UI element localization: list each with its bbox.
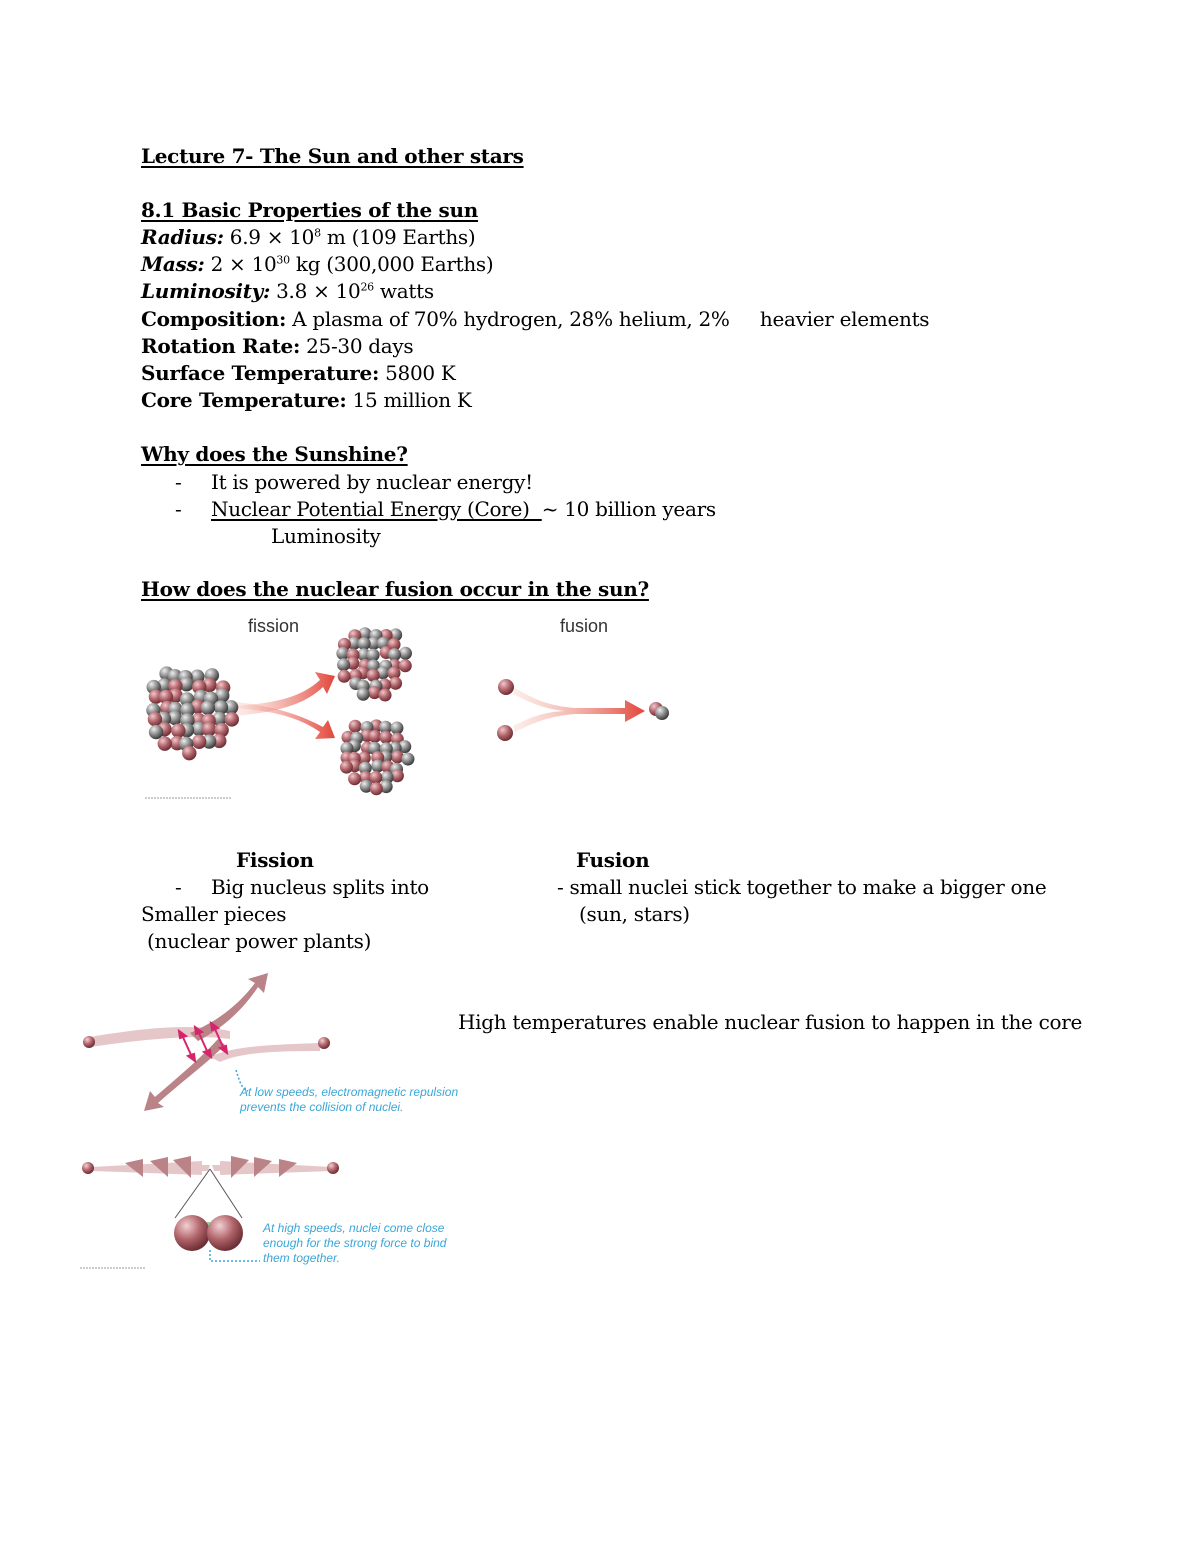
high-temperature-statement: High temperatures enable nuclear fusion to happen in the core xyxy=(458,1010,1083,1034)
luminosity-value: 3.8 × 10 xyxy=(270,279,361,303)
mass-exponent: 30 xyxy=(276,253,290,267)
surface-temp-value: 5800 K xyxy=(379,361,456,385)
low-speed-diagram xyxy=(83,973,458,1114)
fission-desc-2: Smaller pieces xyxy=(141,902,287,926)
page-title: Lecture 7- The Sun and other stars xyxy=(141,144,524,168)
radius-label: Radius: xyxy=(141,225,224,249)
radius-value: 6.9 × 10 xyxy=(223,225,315,249)
lifetime-numerator: Nuclear Potential Energy (Core) xyxy=(211,497,542,521)
fusion-desc-1: - small nuclei stick together to make a bigger one xyxy=(557,875,1047,899)
fragment-nucleus-bottom xyxy=(340,719,415,795)
composition-value: A plasma of 70% hydrogen, 28% helium, 2% heavier elements xyxy=(286,307,930,331)
section-heading-why: Why does the Sunshine? xyxy=(141,442,408,466)
bullet-dash: - xyxy=(175,497,182,521)
composition-line xyxy=(141,306,929,332)
high-speed-note-2: enough for the strong force to bind xyxy=(263,1236,447,1250)
section-heading-how: How does the nuclear fusion occur in the sun? xyxy=(141,577,649,601)
rotation-line xyxy=(141,333,413,359)
fusion-title: Fusion xyxy=(576,848,650,872)
surface-temp-label: Surface Temperature: xyxy=(141,361,380,385)
high-speed-note-3: them together. xyxy=(263,1251,340,1265)
rotation-label: Rotation Rate: xyxy=(141,334,301,358)
fission-desc-3: (nuclear power plants) xyxy=(141,929,372,953)
surface-temp-line xyxy=(141,360,456,386)
low-speed-note-2: prevents the collision of nuclei. xyxy=(240,1100,404,1114)
fission-title: Fission xyxy=(236,848,314,872)
radius-exponent: 8 xyxy=(314,226,321,240)
mass-label: Mass: xyxy=(141,252,205,276)
fission-fusion-figure xyxy=(135,608,695,808)
lifetime-denominator: Luminosity xyxy=(271,524,381,548)
core-temp-line xyxy=(141,387,472,413)
why-bullet-2 xyxy=(211,496,716,522)
fusion-desc-2: (sun, stars) xyxy=(579,902,690,926)
core-temp-label: Core Temperature: xyxy=(141,388,347,412)
fission-desc-1: Big nucleus splits into xyxy=(211,875,429,899)
luminosity-exponent: 26 xyxy=(360,280,374,294)
luminosity-unit: watts xyxy=(373,279,434,303)
mass-unit: kg (300,000 Earths) xyxy=(289,252,494,276)
large-nucleus xyxy=(146,666,239,760)
luminosity-label: Luminosity: xyxy=(141,279,271,303)
radius-unit: m (109 Earths) xyxy=(320,225,476,249)
composition-label: Composition: xyxy=(141,307,287,331)
collision-figure xyxy=(70,965,470,1275)
bullet-dash: - xyxy=(175,470,182,494)
high-speed-note-1: At high speeds, nuclei come close xyxy=(263,1221,445,1235)
radius-line xyxy=(141,224,475,250)
high-speed-diagram xyxy=(80,1156,447,1268)
rotation-value: 25-30 days xyxy=(300,334,414,358)
lifetime-value: ~ 10 billion years xyxy=(541,497,716,521)
bullet-dash: - xyxy=(175,875,182,899)
fusion-label: fusion xyxy=(560,616,609,636)
fragment-nucleus-top xyxy=(336,627,412,701)
fission-label: fission xyxy=(248,616,300,636)
fusion-arrow xyxy=(513,688,645,732)
mass-line xyxy=(141,251,493,277)
section-heading-properties: 8.1 Basic Properties of the sun xyxy=(141,198,478,222)
core-temp-value: 15 million K xyxy=(346,388,472,412)
luminosity-line xyxy=(141,278,434,304)
mass-value: 2 × 10 xyxy=(204,252,277,276)
fission-arrows xyxy=(235,672,335,739)
why-bullet-1: It is powered by nuclear energy! xyxy=(211,470,533,494)
low-speed-note-1: At low speeds, electromagnetic repulsion xyxy=(240,1085,459,1099)
